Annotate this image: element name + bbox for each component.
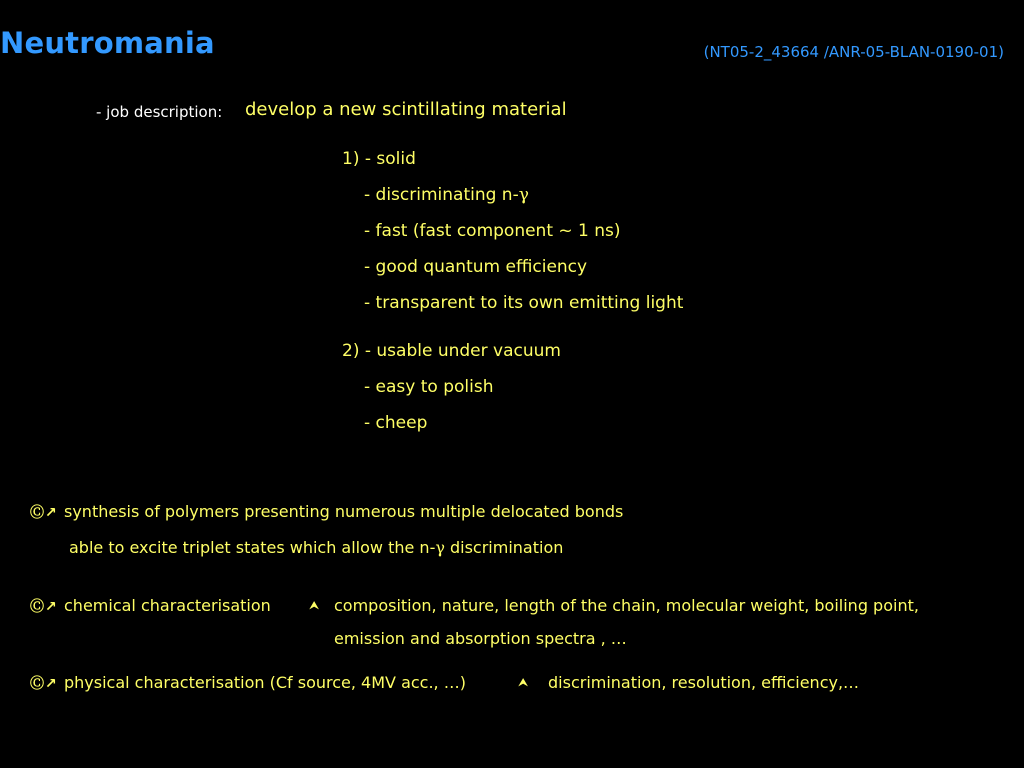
requirement-cheap: - cheep [364, 413, 428, 433]
requirement-solid: 1) - solid [342, 149, 416, 169]
chemical-detail-1: composition, nature, length of the chain, molecular weight, boiling point, [334, 596, 919, 615]
bullet-synthesis [30, 502, 623, 522]
physical-label: physical characterisation (Cf source, 4MV acc., …) [64, 673, 466, 692]
requirement-quantum-efficiency: - good quantum efficiency [364, 257, 588, 277]
synthesis-line-1: synthesis of polymers presenting numerous multiple delocated bonds [64, 502, 624, 521]
requirement-polish: - easy to polish [364, 377, 494, 397]
arrow-icon: ⮝ [309, 598, 320, 612]
chemical-label: chemical characterisation [64, 596, 271, 615]
project-reference: (NT05-2_43664 /ANR-05-BLAN-0190-01) [703, 43, 1004, 61]
requirement-discriminating-text: - discriminating n- [364, 185, 519, 205]
bullet-chemical [30, 596, 271, 616]
synthesis-line-2-tail: discrimination [444, 538, 564, 557]
bullet-glyph-icon: Ⓒ↗ [30, 599, 58, 615]
requirement-transparent: - transparent to its own emitting light [364, 293, 684, 313]
gamma-symbol: γ [518, 185, 529, 205]
bullet-glyph-icon: Ⓒ↗ [30, 505, 58, 521]
physical-detail: discrimination, resolution, efficiency,… [548, 673, 860, 692]
synthesis-line-2-text: able to excite triplet states which allow the n- [69, 538, 436, 557]
synthesis-line-2 [69, 538, 563, 557]
bullet-physical [30, 673, 466, 693]
arrow-icon: ⮝ [518, 675, 529, 689]
job-description-text: develop a new scintillating material [245, 99, 567, 120]
requirement-fast: - fast (fast component ~ 1 ns) [364, 221, 621, 241]
slide-title: Neutromania [0, 26, 215, 60]
bullet-glyph-icon: Ⓒ↗ [30, 676, 58, 692]
requirement-discriminating [364, 185, 529, 205]
chemical-detail-2: emission and absorption spectra , … [334, 629, 627, 648]
requirement-vacuum: 2) - usable under vacuum [342, 341, 561, 361]
job-description-label: - job description: [96, 103, 223, 121]
gamma-symbol: γ [435, 538, 445, 557]
